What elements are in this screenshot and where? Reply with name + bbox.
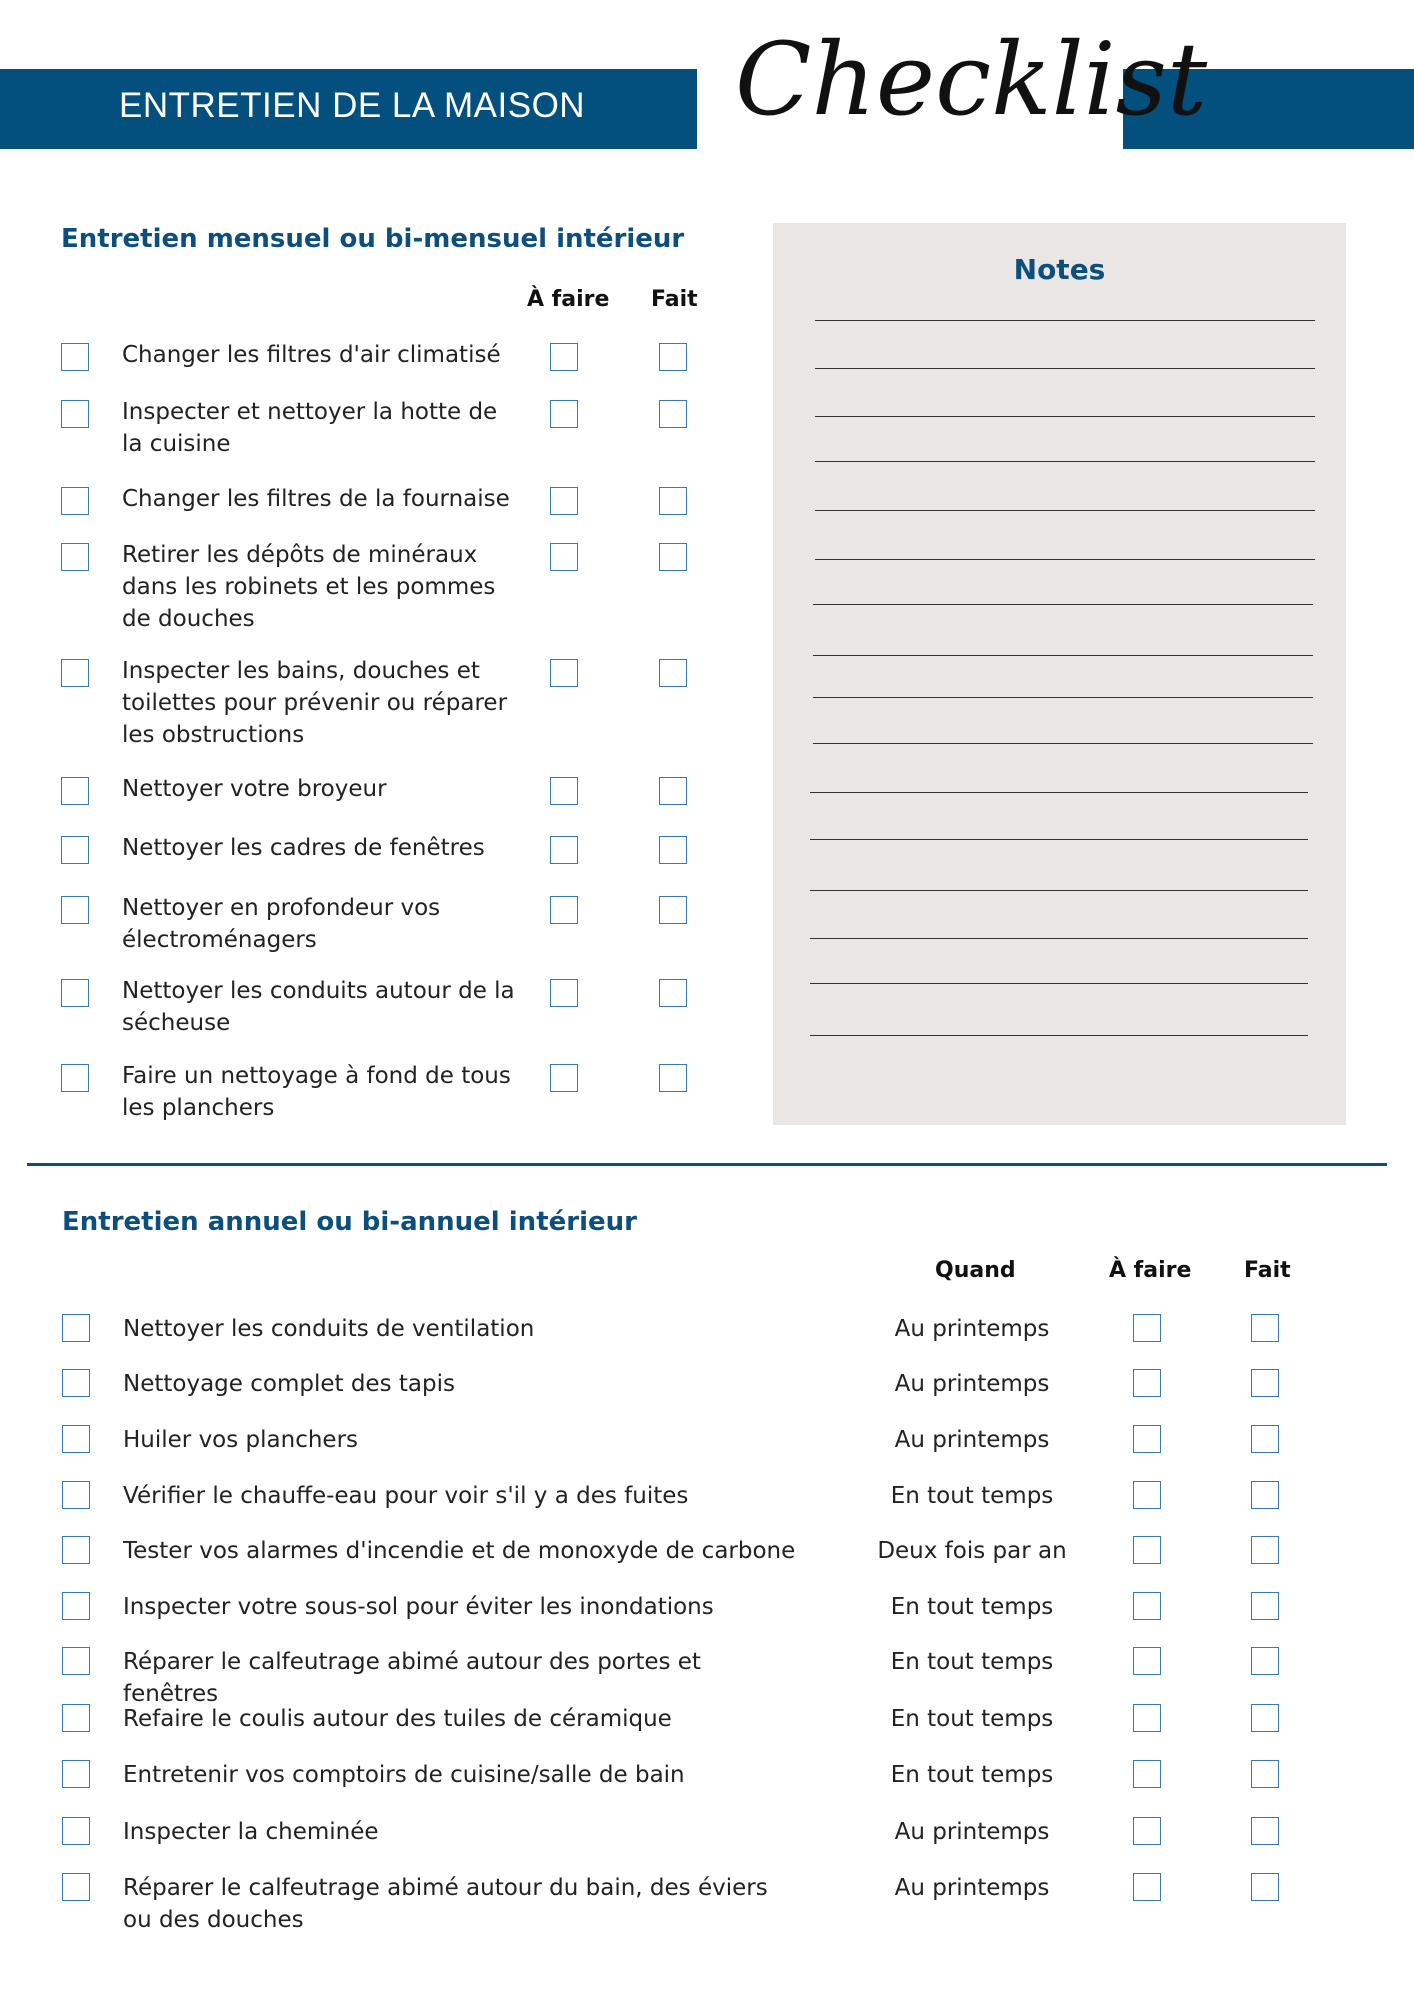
note-line[interactable] — [810, 983, 1308, 984]
task-checkbox[interactable] — [61, 343, 89, 371]
note-line[interactable] — [815, 559, 1315, 560]
todo-checkbox[interactable] — [550, 979, 578, 1007]
task-label: Refaire le coulis autour des tuiles de céramique — [123, 1706, 672, 1732]
annual-section-title: Entretien annuel ou bi-annuel intérieur — [62, 1207, 637, 1237]
task-checkbox[interactable] — [61, 896, 89, 924]
task-label: Réparer le calfeutrage abimé autour du bain, des éviers ou des douches — [123, 1875, 768, 1933]
done-checkbox[interactable] — [659, 400, 687, 428]
task-label: Nettoyer votre broyeur — [122, 776, 387, 802]
task-checkbox[interactable] — [61, 543, 89, 571]
when-value: Deux fois par an — [877, 1538, 1067, 1564]
note-line[interactable] — [815, 320, 1315, 321]
todo-checkbox[interactable] — [550, 543, 578, 571]
todo-checkbox[interactable] — [1133, 1704, 1161, 1732]
todo-checkbox[interactable] — [1133, 1873, 1161, 1901]
task-label: Tester vos alarmes d'incendie et de monoxyde de carbone — [123, 1538, 796, 1564]
when-value: Au printemps — [894, 1427, 1050, 1453]
done-checkbox[interactable] — [659, 896, 687, 924]
done-checkbox[interactable] — [1251, 1760, 1279, 1788]
note-line[interactable] — [815, 510, 1315, 511]
done-checkbox[interactable] — [659, 543, 687, 571]
task-checkbox[interactable] — [62, 1536, 90, 1564]
done-checkbox[interactable] — [1251, 1369, 1279, 1397]
note-line[interactable] — [813, 697, 1313, 698]
note-line[interactable] — [810, 938, 1308, 939]
task-label: Inspecter la cheminée — [123, 1819, 379, 1845]
note-line[interactable] — [813, 743, 1313, 744]
when-value: Au printemps — [894, 1371, 1050, 1397]
todo-checkbox[interactable] — [550, 659, 578, 687]
done-checkbox[interactable] — [1251, 1704, 1279, 1732]
task-label: Inspecter les bains, douches et toilettes pour prévenir ou réparer les obstructions — [122, 658, 508, 748]
todo-checkbox[interactable] — [1133, 1369, 1161, 1397]
done-checkbox[interactable] — [1251, 1873, 1279, 1901]
done-checkbox[interactable] — [1251, 1647, 1279, 1675]
task-label: Vérifier le chauffe-eau pour voir s'il y a des fuites — [123, 1483, 689, 1509]
done-checkbox[interactable] — [659, 777, 687, 805]
task-label: Nettoyer en profondeur vos électroménagers — [122, 895, 441, 953]
task-checkbox[interactable] — [62, 1369, 90, 1397]
done-checkbox[interactable] — [1251, 1425, 1279, 1453]
note-line[interactable] — [810, 1035, 1308, 1036]
task-label: Retirer les dépôts de minéraux dans les robinets et les pommes de douches — [122, 542, 496, 632]
section-divider — [27, 1163, 1387, 1166]
task-checkbox[interactable] — [62, 1817, 90, 1845]
task-label: Entretenir vos comptoirs de cuisine/salle de bain — [123, 1762, 685, 1788]
done-checkbox[interactable] — [659, 836, 687, 864]
when-value: Au printemps — [894, 1875, 1050, 1901]
task-label: Huiler vos planchers — [123, 1427, 359, 1453]
task-checkbox[interactable] — [61, 659, 89, 687]
task-checkbox[interactable] — [61, 979, 89, 1007]
task-label: Nettoyer les conduits autour de la sécheuse — [122, 978, 515, 1036]
done-checkbox[interactable] — [1251, 1481, 1279, 1509]
done-checkbox[interactable] — [659, 979, 687, 1007]
todo-checkbox[interactable] — [550, 343, 578, 371]
task-checkbox[interactable] — [61, 1064, 89, 1092]
note-line[interactable] — [810, 890, 1308, 891]
todo-checkbox[interactable] — [550, 1064, 578, 1092]
task-checkbox[interactable] — [62, 1760, 90, 1788]
annual-col-todo: À faire — [1109, 1258, 1192, 1283]
monthly-col-done: Fait — [651, 287, 698, 312]
todo-checkbox[interactable] — [550, 487, 578, 515]
notes-panel — [773, 223, 1346, 1125]
done-checkbox[interactable] — [1251, 1592, 1279, 1620]
task-checkbox[interactable] — [61, 777, 89, 805]
note-line[interactable] — [810, 839, 1308, 840]
todo-checkbox[interactable] — [550, 400, 578, 428]
when-value: Au printemps — [894, 1316, 1050, 1342]
task-label: Réparer le calfeutrage abimé autour des portes et fenêtres — [123, 1649, 701, 1707]
todo-checkbox[interactable] — [1133, 1592, 1161, 1620]
when-value: En tout temps — [890, 1483, 1054, 1509]
monthly-section-title: Entretien mensuel ou bi-mensuel intérieur — [61, 224, 685, 254]
note-line[interactable] — [810, 792, 1308, 793]
note-line[interactable] — [815, 461, 1315, 462]
annual-col-when: Quand — [935, 1258, 1016, 1283]
task-label: Nettoyer les cadres de fenêtres — [122, 835, 485, 861]
done-checkbox[interactable] — [1251, 1536, 1279, 1564]
annual-col-done: Fait — [1244, 1258, 1291, 1283]
task-label: Changer les filtres de la fournaise — [122, 486, 510, 512]
task-label: Nettoyer les conduits de ventilation — [123, 1316, 535, 1342]
monthly-col-todo: À faire — [527, 287, 610, 312]
task-checkbox[interactable] — [62, 1481, 90, 1509]
checklist-script-title: Checklist — [735, 21, 1208, 138]
task-label: Faire un nettoyage à fond de tous les planchers — [122, 1063, 511, 1121]
done-checkbox[interactable] — [1251, 1817, 1279, 1845]
task-checkbox[interactable] — [61, 400, 89, 428]
todo-checkbox[interactable] — [550, 836, 578, 864]
when-value: En tout temps — [890, 1706, 1054, 1732]
note-line[interactable] — [815, 368, 1315, 369]
task-checkbox[interactable] — [62, 1873, 90, 1901]
todo-checkbox[interactable] — [1133, 1481, 1161, 1509]
done-checkbox[interactable] — [659, 487, 687, 515]
note-line[interactable] — [813, 604, 1313, 605]
task-checkbox[interactable] — [62, 1647, 90, 1675]
when-value: Au printemps — [894, 1819, 1050, 1845]
todo-checkbox[interactable] — [550, 777, 578, 805]
todo-checkbox[interactable] — [1133, 1817, 1161, 1845]
task-label: Nettoyage complet des tapis — [123, 1371, 455, 1397]
when-value: En tout temps — [890, 1649, 1054, 1675]
todo-checkbox[interactable] — [1133, 1760, 1161, 1788]
task-checkbox[interactable] — [61, 836, 89, 864]
task-checkbox[interactable] — [62, 1592, 90, 1620]
when-value: En tout temps — [890, 1762, 1054, 1788]
task-label: Inspecter votre sous-sol pour éviter les inondations — [123, 1594, 714, 1620]
page-title: ENTRETIEN DE LA MAISON — [119, 86, 586, 125]
todo-checkbox[interactable] — [1133, 1647, 1161, 1675]
todo-checkbox[interactable] — [1133, 1425, 1161, 1453]
done-checkbox[interactable] — [659, 659, 687, 687]
note-line[interactable] — [815, 416, 1315, 417]
when-value: En tout temps — [890, 1594, 1054, 1620]
todo-checkbox[interactable] — [1133, 1536, 1161, 1564]
task-checkbox[interactable] — [62, 1314, 90, 1342]
done-checkbox[interactable] — [659, 343, 687, 371]
task-checkbox[interactable] — [62, 1425, 90, 1453]
task-label: Inspecter et nettoyer la hotte de la cuisine — [122, 399, 498, 457]
notes-title: Notes — [1013, 253, 1106, 286]
note-line[interactable] — [813, 655, 1313, 656]
task-checkbox[interactable] — [62, 1704, 90, 1732]
todo-checkbox[interactable] — [550, 896, 578, 924]
task-label: Changer les filtres d'air climatisé — [122, 342, 501, 368]
task-checkbox[interactable] — [61, 487, 89, 515]
todo-checkbox[interactable] — [1133, 1314, 1161, 1342]
done-checkbox[interactable] — [1251, 1314, 1279, 1342]
done-checkbox[interactable] — [659, 1064, 687, 1092]
